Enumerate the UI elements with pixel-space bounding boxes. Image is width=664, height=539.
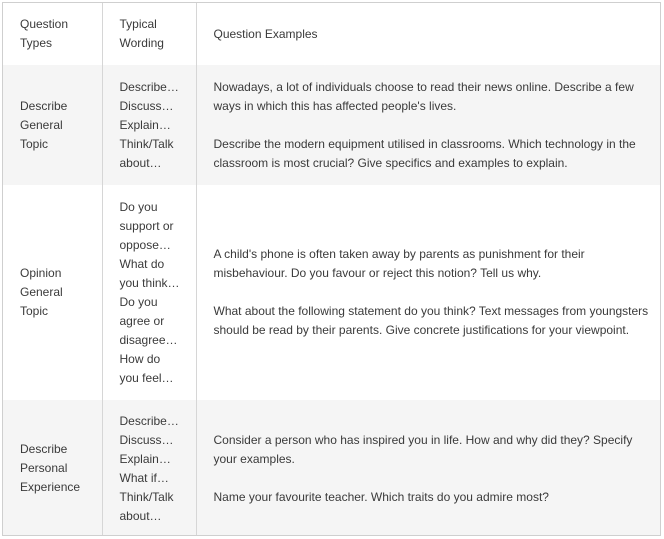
example-text: Consider a person who has inspired you in life. How and why did they? Specify your examples. (213, 432, 633, 466)
table (3, 3, 660, 536)
typical-wording-cell: Do you support or oppose… What do you think… Do you agree or disagree… How do you feel… (102, 185, 196, 400)
header-typical-wording: Typical Wording (102, 3, 196, 65)
question-type-cell: Describe Personal Experience (3, 400, 102, 536)
question-types-table (2, 2, 661, 536)
question-examples-cell (196, 65, 660, 185)
typical-wording-cell: Describe… Discuss… Explain… What if… Think/Talk about… (102, 400, 196, 536)
example-text: A child's phone is often taken away by parents as punishment for their misbehaviour. Do you favour or reject this notion? Tell us why. (213, 247, 585, 280)
header-question-types: Question Types (3, 3, 102, 65)
question-examples-cell (196, 400, 660, 536)
example-text: Describe the modern equipment utilised in classrooms. Which technology in the classroom is most crucial? Give specifics and examples to explain. (213, 136, 636, 170)
table-header-row (3, 3, 660, 65)
question-type-cell: Describe General Topic (3, 65, 102, 185)
example-text: Nowadays, a lot of individuals choose to read their news online. Describe a few ways in which this has affected people's lives. (213, 79, 634, 113)
question-type-cell: Opinion General Topic (3, 185, 102, 400)
example-text: Name your favourite teacher. Which traits do you admire most? (213, 489, 549, 504)
example-text: What about the following statement do you think? Text messages from youngsters should be read by their parents. Give concrete justifications for your viewpoint. (213, 304, 649, 337)
table-row (3, 185, 660, 400)
table-row (3, 400, 660, 536)
table-row (3, 65, 660, 185)
header-question-examples: Question Examples (213, 26, 318, 41)
typical-wording-cell: Describe… Discuss… Explain… Think/Talk about… (102, 65, 196, 185)
question-examples-cell (196, 185, 660, 400)
